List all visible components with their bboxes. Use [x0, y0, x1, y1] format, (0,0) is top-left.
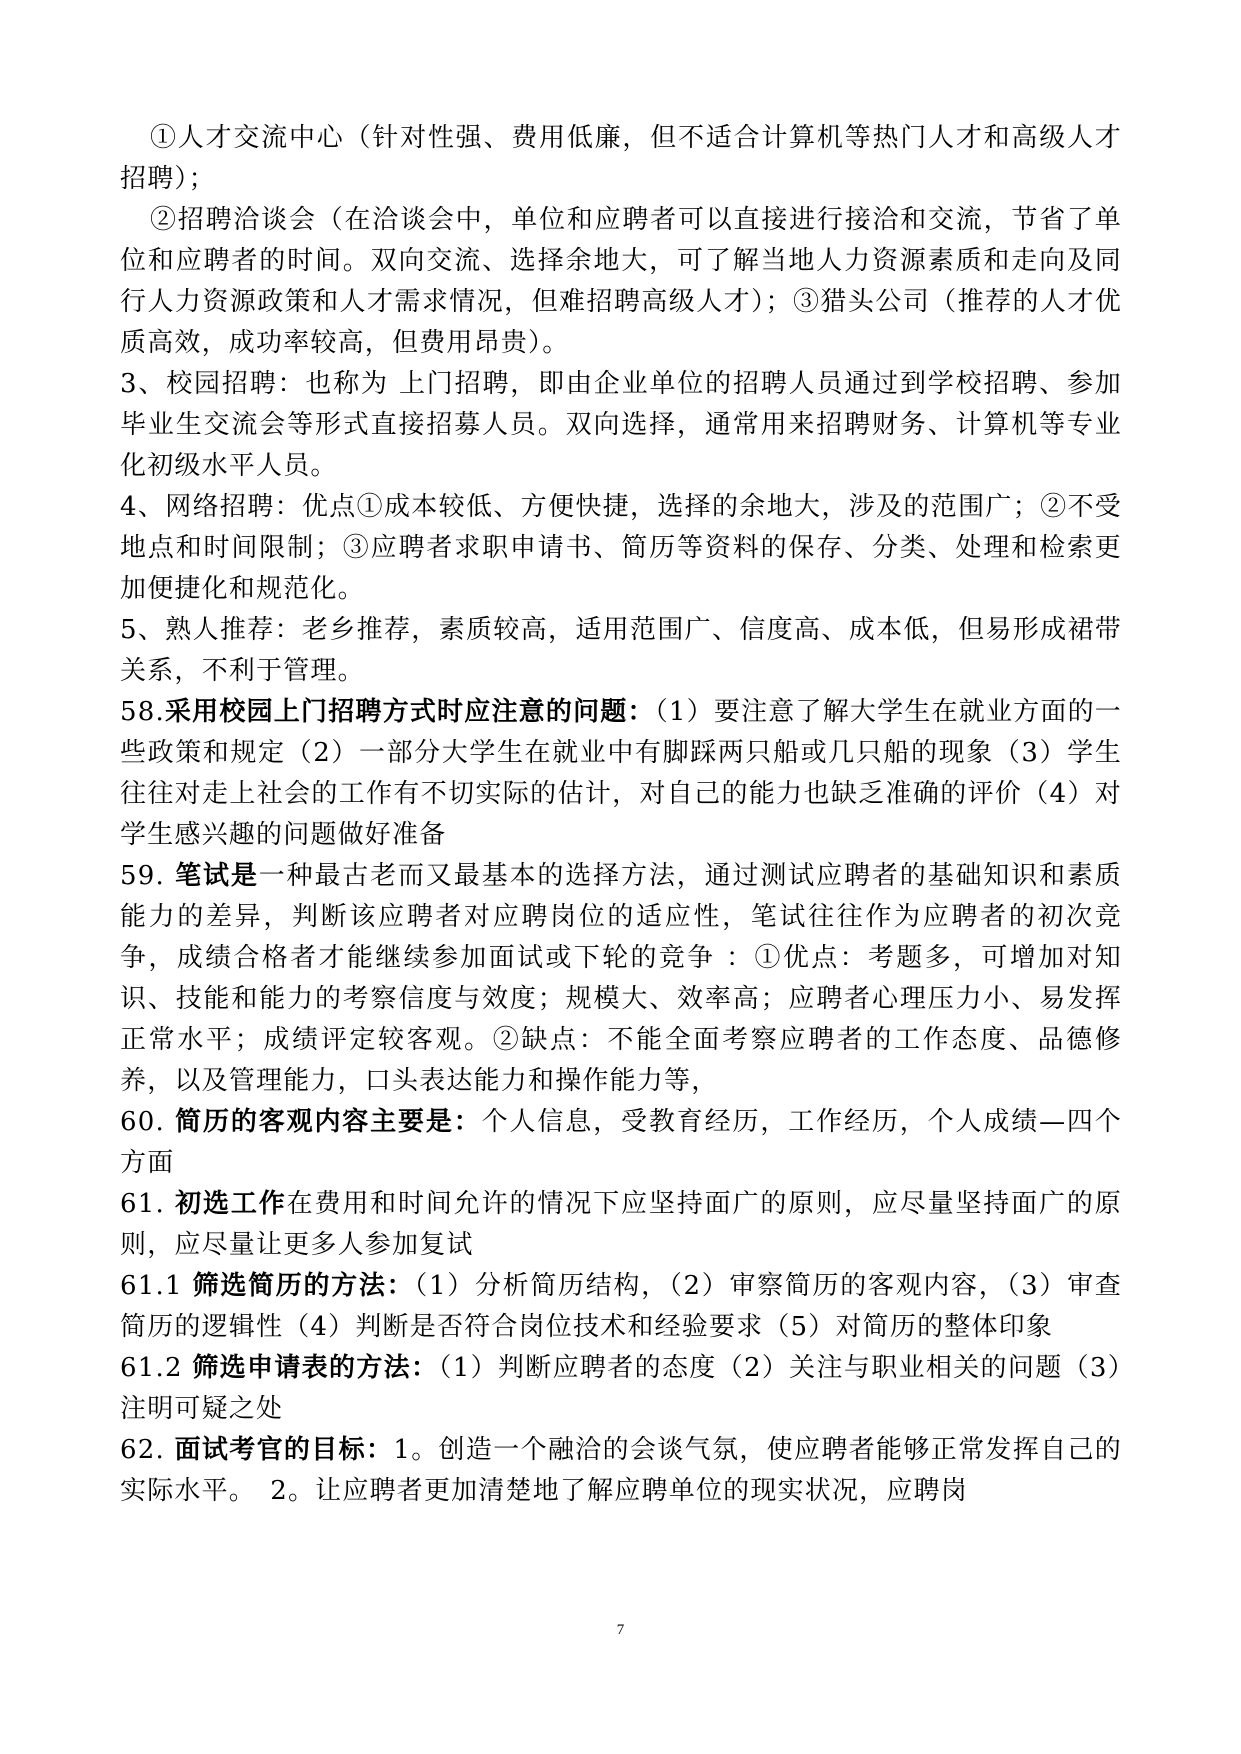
paragraph-referral — [120, 610, 1122, 692]
item-number: 59. — [120, 861, 165, 891]
item-number: 62. — [120, 1435, 165, 1465]
item-number: 61.1 — [120, 1271, 183, 1301]
item-text: 一种最古老而又最基本的选择方法，通过测试应聘者的基础知识和素质能力的差异，判断该应聘者对应聘岗位的适应性，笔试往往作为应聘者的初次竞争，成绩合格者才能继续参加面试或下轮的竞争 ：①优点：考题多，可增加对知识、技能和能力的考察信度与效度；规模大、效率高；应聘者心理压力小、易发挥正常水平；成绩评定较客观。②缺点：不能全面考察应聘者的工作态度、品德修养，以及管理能力，口头表达能力和操作能力等， — [120, 861, 1122, 1096]
paragraph-text: ②招聘洽谈会（在洽谈会中，单位和应聘者可以直接进行接洽和交流，节省了单位和应聘者的时间。双向交流、选择余地大，可了解当地人力资源素质和走向及同行人力资源政策和人才需求情况，但难招聘高级人才）；③猎头公司（推荐的人才优质高效，成功率较高，但费用昂贵）。 — [120, 205, 1122, 358]
paragraph-text: 5、熟人推荐：老乡推荐，素质较高，适用范围广、信度高、成本低，但易形成裙带关系，不利于管理。 — [120, 615, 1122, 686]
paragraph-text: 3、校园招聘：也称为 上门招聘，即由企业单位的招聘人员通过到学校招聘、参加毕业生交流会等形式直接招募人员。双向选择，通常用来招聘财务、计算机等专业化初级水平人员。 — [120, 369, 1122, 481]
item-61-2 — [120, 1348, 1122, 1430]
item-60 — [120, 1102, 1122, 1184]
item-58 — [120, 692, 1122, 856]
item-number: 61.2 — [120, 1353, 183, 1383]
item-number: 58. — [120, 697, 165, 727]
item-text: （1）要注意了解大学生在就业方面的一些政策和规定（2）一部分大学生在就业中有脚踩两只船或几只船的现象（3）学生往往对走上社会的工作有不切实际的估计，对自己的能力也缺乏准确的评价（4）对学生感兴趣的问题做好准备 — [120, 697, 1122, 850]
item-text: 1。创造一个融洽的会谈气氛，使应聘者能够正常发挥自己的实际水平。 2。让应聘者更加清楚地了解应聘单位的现实状况，应聘岗 — [120, 1435, 1122, 1506]
page-number: 7 — [616, 1622, 625, 1638]
item-62 — [120, 1430, 1122, 1512]
item-61-1 — [120, 1266, 1122, 1348]
paragraph-text: 4、网络招聘：优点①成本较低、方便快捷，选择的余地大，涉及的范围广；②不受地点和时间限制；③应聘者求职申请书、简历等资料的保存、分类、处理和检索更加便捷化和规范化。 — [120, 492, 1122, 604]
item-text: （1）判断应聘者的态度（2）关注与职业相关的问题（3）注明可疑之处 — [120, 1353, 1122, 1424]
item-text: （1）分析简历结构，（2）审察简历的客观内容，（3）审查简历的逻辑性（4）判断是否符合岗位技术和经验要求（5）对简历的整体印象 — [120, 1271, 1122, 1342]
item-number: 60. — [120, 1107, 165, 1137]
item-heading: 筛选申请表的方法： — [192, 1353, 439, 1383]
item-heading: 简历的客观内容主要是： — [175, 1107, 482, 1137]
item-61 — [120, 1184, 1122, 1266]
item-59 — [120, 856, 1122, 1102]
paragraph-text: ①人才交流中心（针对性强、费用低廉，但不适合计算机等热门人才和高级人才招聘）； — [120, 123, 1122, 194]
paragraph-campus-recruitment — [120, 364, 1122, 487]
item-heading: 筛选简历的方法： — [192, 1271, 415, 1301]
document-body — [120, 118, 1122, 1512]
item-text: 个人信息，受教育经历，工作经历，个人成绩—四个方面 — [120, 1107, 1123, 1178]
item-text: 在费用和时间允许的情况下应坚持面广的原则，应尽量坚持面广的原则，应尽量让更多人参加复试 — [120, 1189, 1122, 1260]
paragraph-talent-exchange-center — [120, 118, 1122, 200]
paragraph-online-recruitment — [120, 487, 1122, 610]
item-heading: 笔试是 — [175, 861, 259, 891]
paragraph-recruitment-fair — [120, 200, 1122, 364]
item-number: 61. — [120, 1189, 165, 1219]
item-heading: 初选工作 — [175, 1189, 287, 1219]
item-heading: 面试考官的目标： — [174, 1435, 394, 1465]
item-heading: 采用校园上门招聘方式时应注意的问题： — [164, 697, 655, 727]
